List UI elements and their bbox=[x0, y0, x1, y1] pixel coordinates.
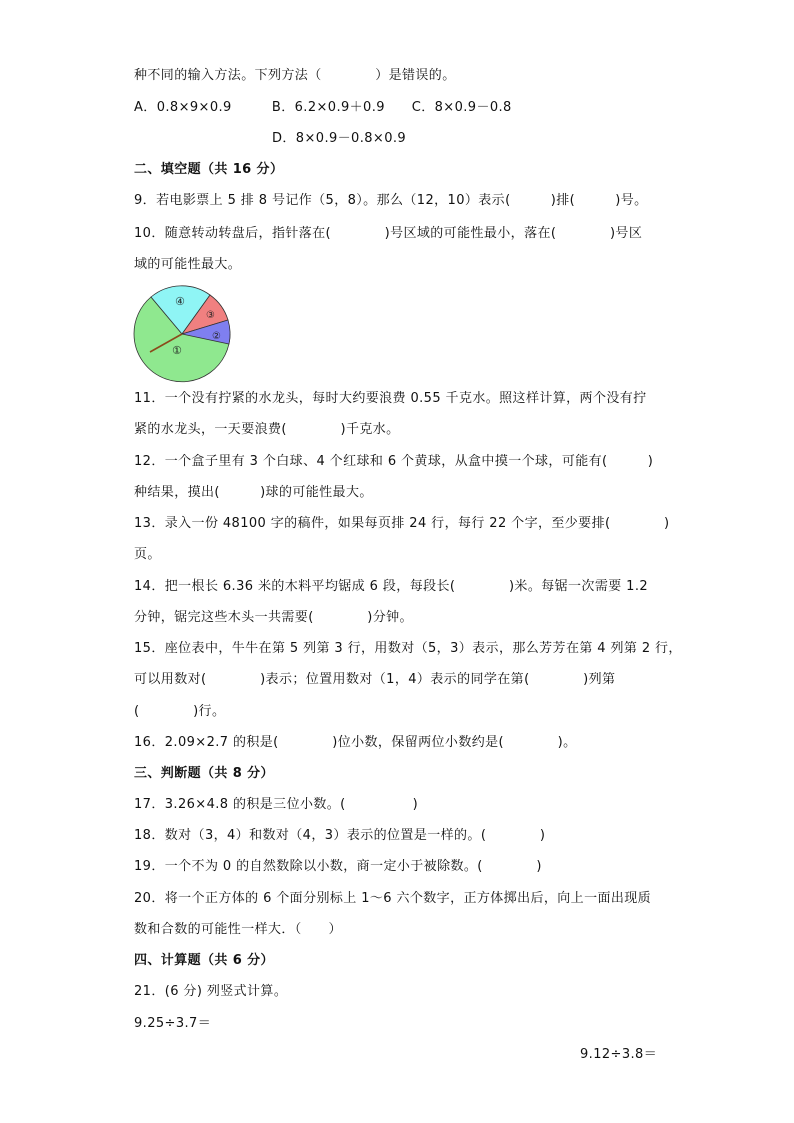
spinner-label-4: ④ bbox=[175, 295, 185, 308]
question-11-line-1: 11．一个没有拧紧的水龙头，每时大约要浪费 0.55 千克水。照这样计算，两个没有拧 bbox=[134, 391, 647, 406]
calculation-2: 9.12÷3.8＝ bbox=[580, 1047, 658, 1062]
question-10-line-1: 10．随意转动转盘后，指针落在( )号区域的可能性最小，落在( )号区 bbox=[134, 226, 643, 241]
section-3-title: 三、判断题（共 8 分） bbox=[134, 766, 274, 781]
calculation-1: 9.25÷3.7＝ bbox=[134, 1016, 212, 1031]
question-19: 19．一个不为 0 的自然数除以小数，商一定小于被除数。( ) bbox=[134, 859, 542, 874]
question-17: 17．3.26×4.8 的积是三位小数。( ) bbox=[134, 797, 419, 812]
question-8-continuation: 种不同的输入方法。下列方法（ ）是错误的。 bbox=[134, 68, 456, 83]
question-14-line-1: 14．把一根长 6.36 米的木料平均锯成 6 段，每段长( )米。每锯一次需要 1.2 bbox=[134, 579, 649, 594]
section-4-title: 四、计算题（共 6 分） bbox=[134, 953, 274, 968]
question-15-line-1: 15．座位表中，牛牛在第 5 列第 3 行，用数对（5，3）表示，那么芳芳在第 4 列第 2 行， bbox=[134, 641, 682, 656]
question-9: 9．若电影票上 5 排 8 号记作（5，8）。那么（12，10）表示( )排( )号。 bbox=[134, 193, 648, 208]
spinner-label-3: ③ bbox=[206, 310, 215, 321]
question-10-line-2: 域的可能性最大。 bbox=[134, 257, 242, 272]
question-8-options-a-c: A．0.8×9×0.9 B．6.2×0.9＋0.9 C．8×0.9－0.8 bbox=[134, 100, 512, 115]
spinner-label-1: ① bbox=[172, 344, 182, 357]
question-21: 21．(6 分) 列竖式计算。 bbox=[134, 984, 288, 999]
question-14-line-2: 分钟，锯完这些木头一共需要( )分钟。 bbox=[134, 610, 413, 625]
question-13-line-1: 13．录入一份 48100 字的稿件，如果每页排 24 行，每行 22 个字，至少要排( ) bbox=[134, 516, 670, 531]
section-2-title: 二、填空题（共 16 分） bbox=[134, 162, 284, 177]
question-18: 18．数对（3，4）和数对（4，3）表示的位置是一样的。( ) bbox=[134, 828, 546, 843]
question-15-line-2: 可以用数对( )表示；位置用数对（1，4）表示的同学在第( )列第 bbox=[134, 672, 616, 687]
question-8-option-d: D．8×0.9－0.8×0.9 bbox=[272, 131, 407, 146]
question-11-line-2: 紧的水龙头，一天要浪费( )千克水。 bbox=[134, 422, 400, 437]
spinner-pie-chart bbox=[130, 282, 234, 386]
question-20-line-2: 数和合数的可能性一样大．（ ） bbox=[134, 922, 342, 937]
question-15-line-3: ( )行。 bbox=[134, 704, 226, 719]
question-20-line-1: 20．将一个正方体的 6 个面分别标上 1～6 六个数字，正方体掷出后，向上一面出现质 bbox=[134, 891, 652, 906]
question-13-line-2: 页。 bbox=[134, 547, 161, 562]
question-16: 16．2.09×2.7 的积是( )位小数，保留两位小数约是( )。 bbox=[134, 735, 577, 750]
question-12-line-2: 种结果，摸出( )球的可能性最大。 bbox=[134, 485, 373, 500]
spinner-label-2: ② bbox=[212, 331, 221, 342]
question-12-line-1: 12．一个盒子里有 3 个白球、4 个红球和 6 个黄球，从盒中摸一个球，可能有( ) bbox=[134, 454, 654, 469]
